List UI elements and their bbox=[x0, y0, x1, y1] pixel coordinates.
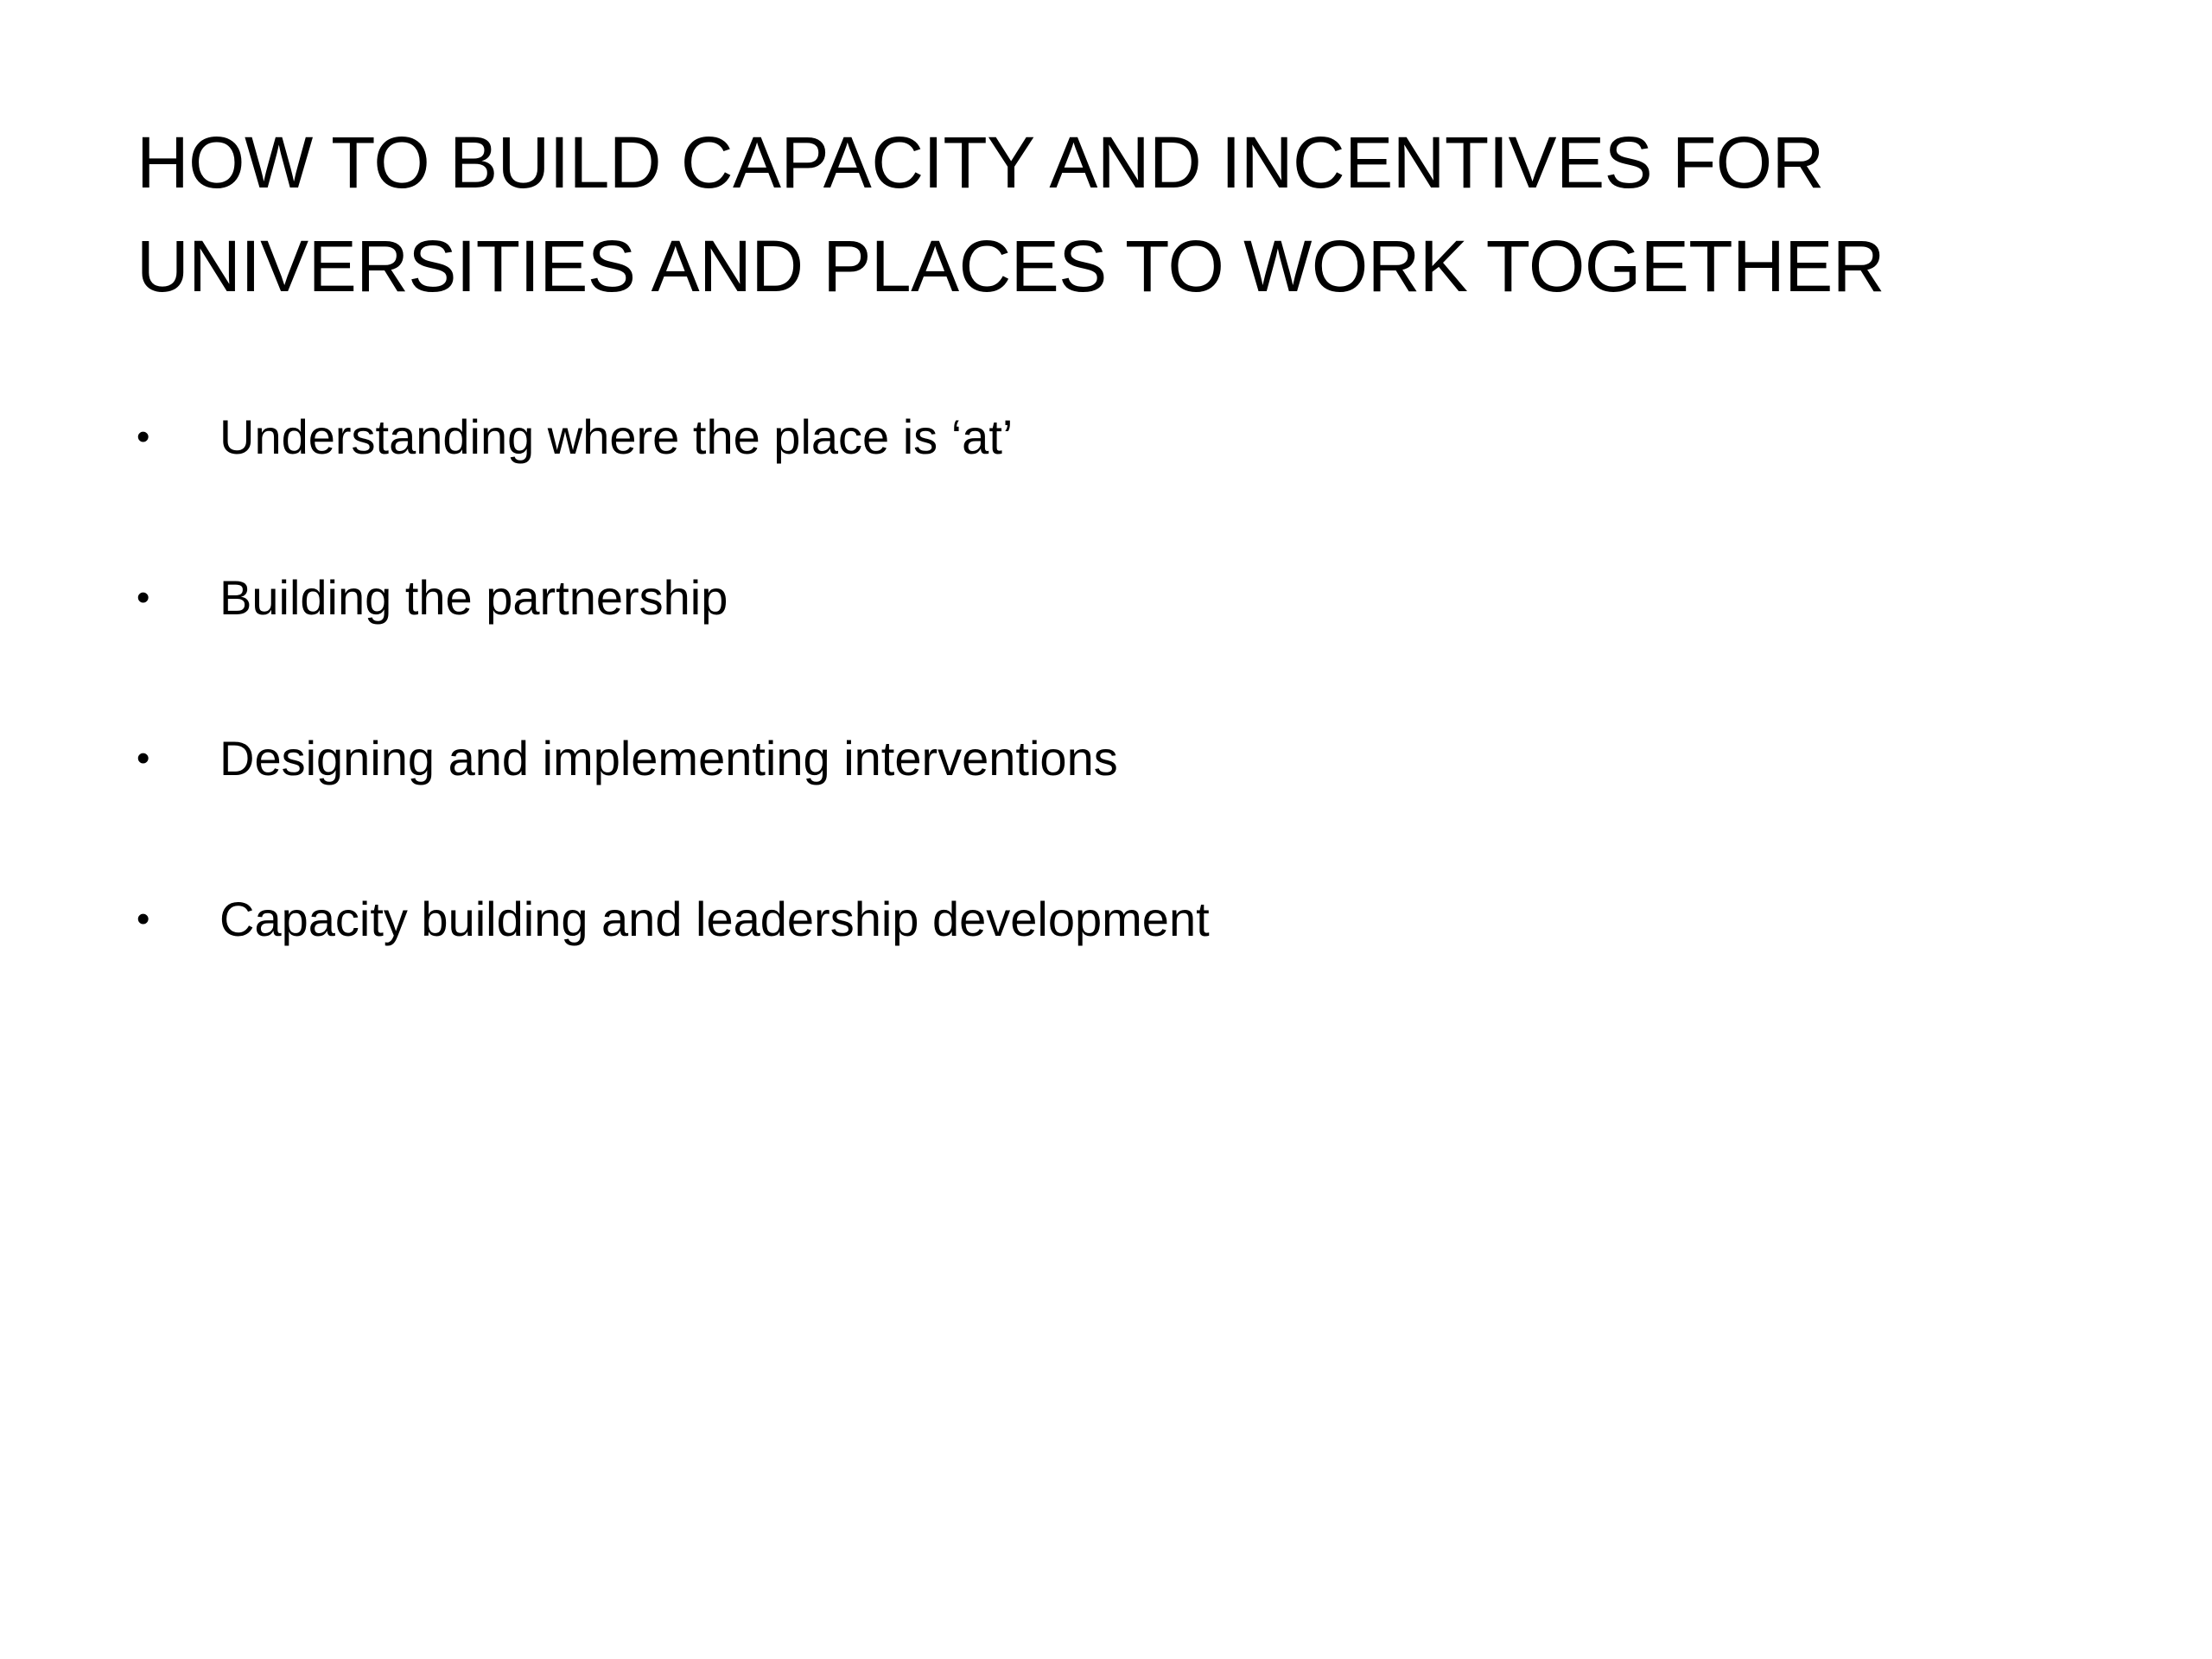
bullet-item-capacity bbox=[137, 878, 2037, 1039]
bullet-text: Building the partnership bbox=[219, 570, 728, 625]
bullet-text: Understanding where the place is ‘at’ bbox=[219, 410, 1014, 464]
bullet-item-understanding bbox=[137, 396, 2037, 556]
bullet-dot-icon: • bbox=[137, 737, 150, 779]
bullet-dot-icon: • bbox=[137, 898, 150, 940]
bullet-text: Capacity building and leadership development bbox=[219, 892, 1210, 946]
bullet-dot-icon: • bbox=[137, 416, 150, 458]
slide-title bbox=[137, 111, 2037, 318]
bullet-text: Designing and implementing interventions bbox=[219, 731, 1118, 785]
bullet-list bbox=[137, 396, 2037, 1039]
bullet-item-partnership bbox=[137, 556, 2037, 717]
bullet-item-interventions bbox=[137, 717, 2037, 878]
bullet-dot-icon: • bbox=[137, 576, 150, 619]
title-line-2: UNIVERSITIES AND PLACES TO WORK TOGETHER bbox=[137, 226, 1885, 307]
title-line-1: HOW TO BUILD CAPACITY AND INCENTIVES FOR bbox=[137, 122, 1824, 203]
